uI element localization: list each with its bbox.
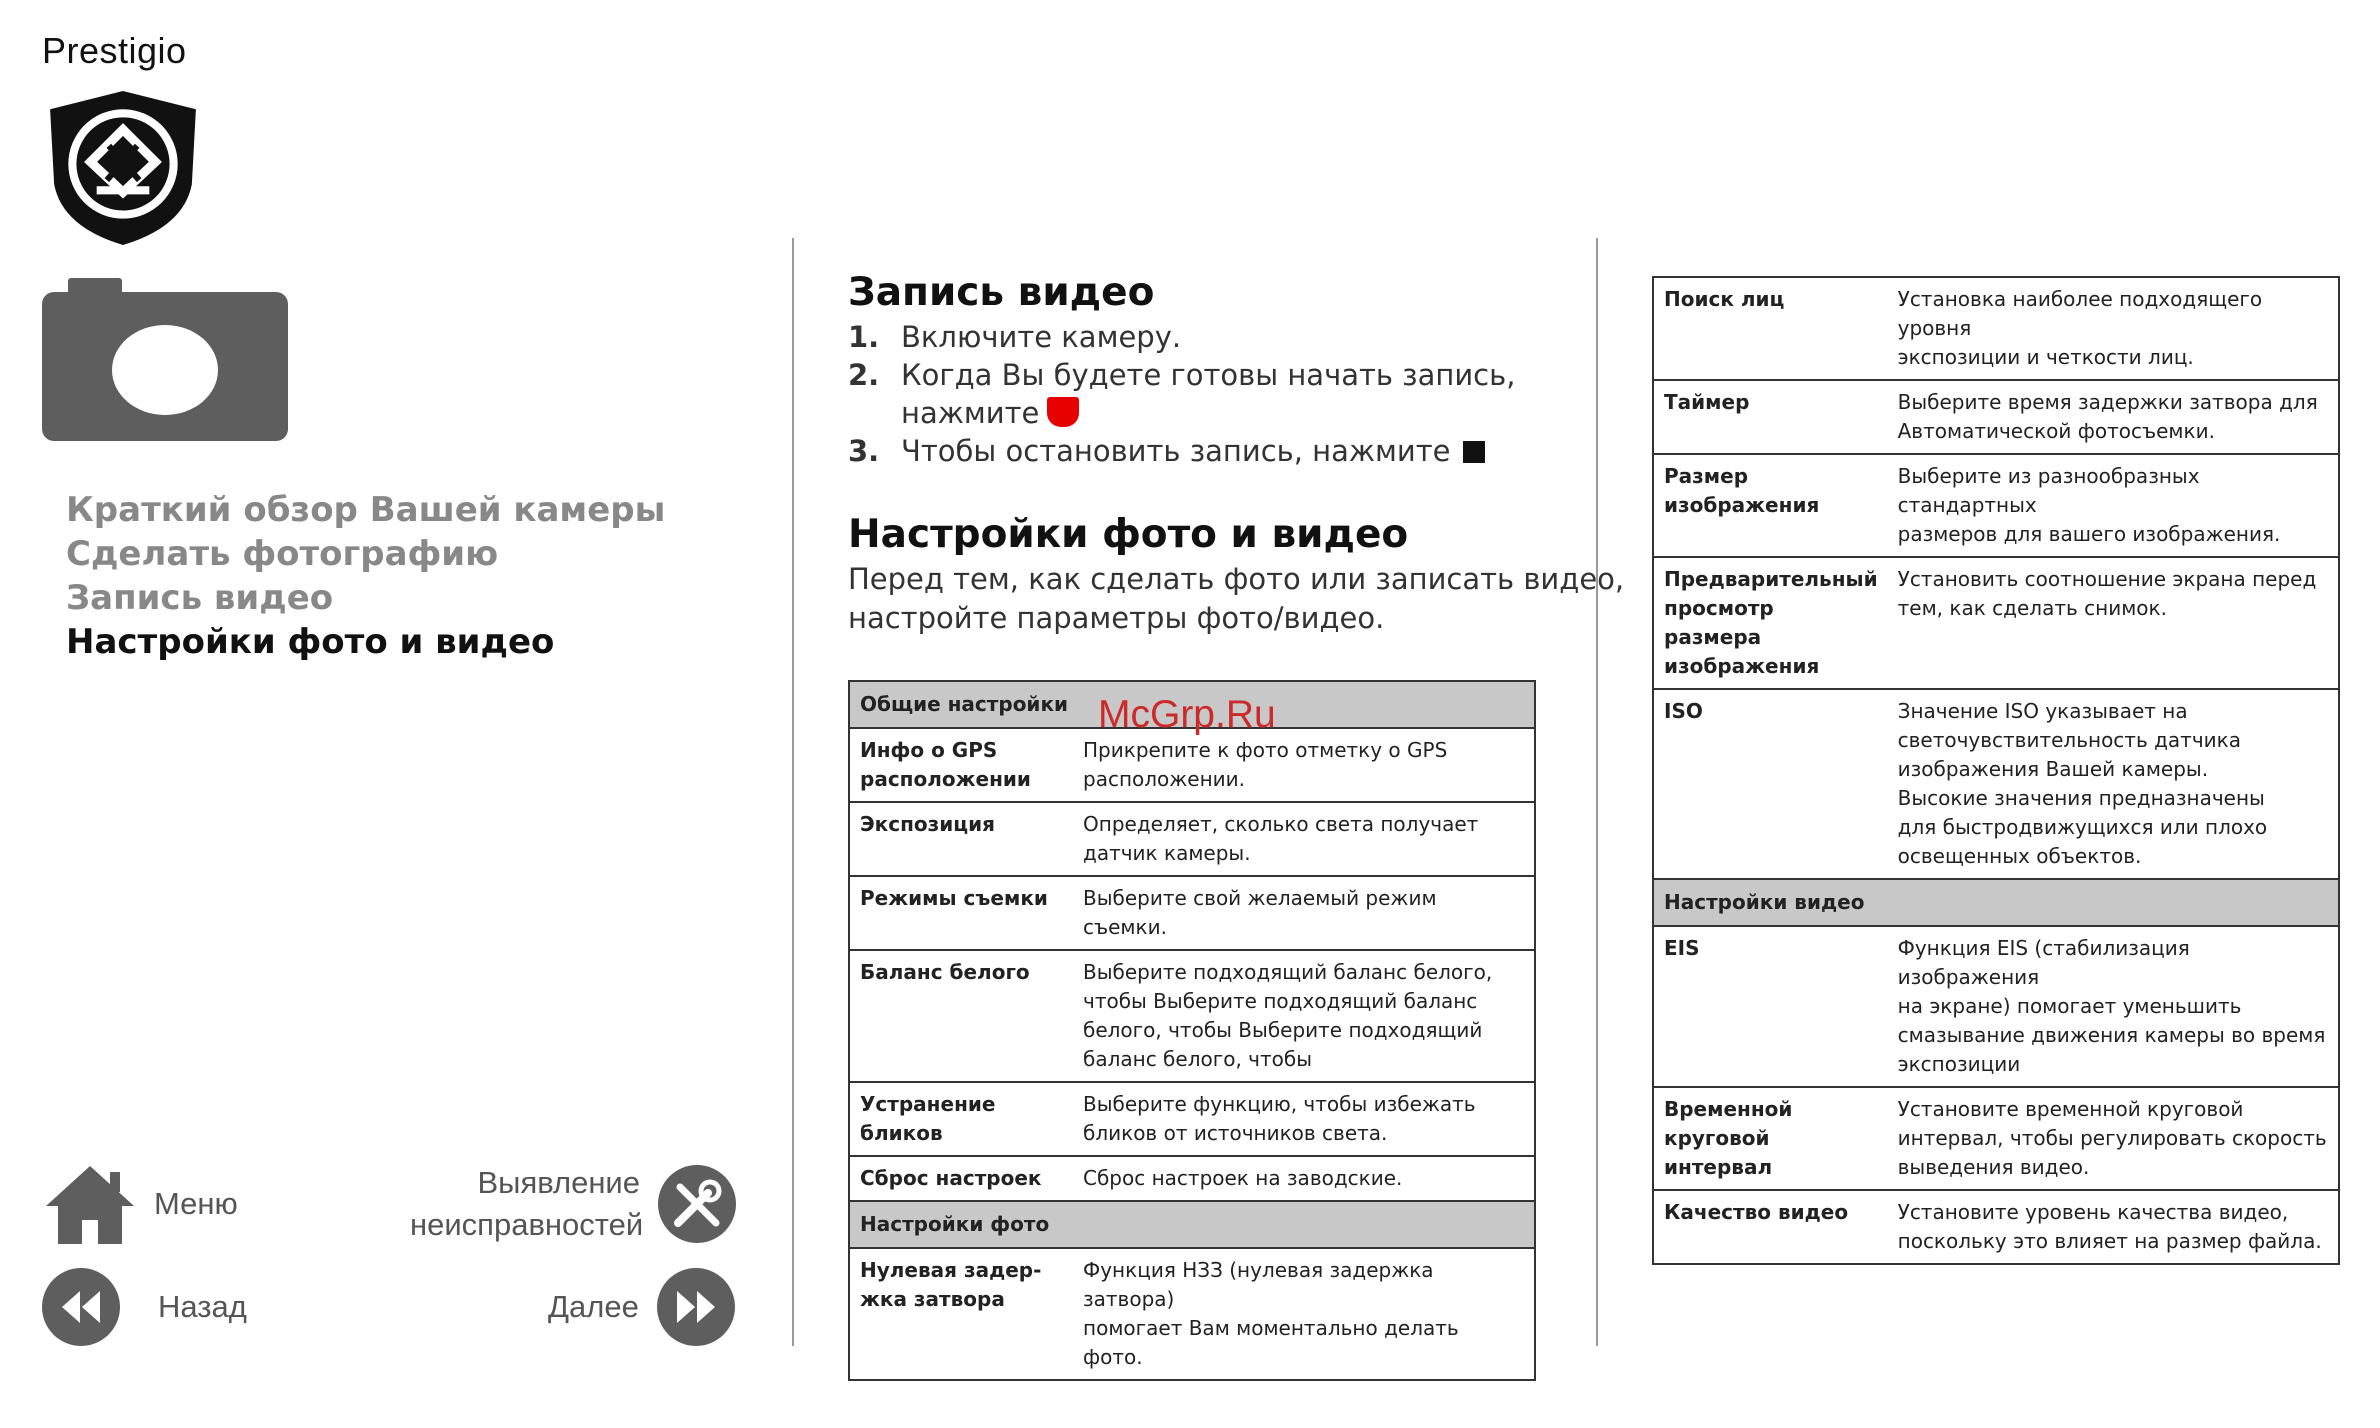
column-divider	[1596, 238, 1598, 1346]
setting-description: Прикрепите к фото отметку о GPS расположении.	[1073, 728, 1535, 802]
setting-description: Сброс настроек на заводские.	[1073, 1156, 1535, 1201]
table-row	[849, 1082, 1535, 1156]
setting-name: Экспозиция	[849, 802, 1073, 876]
table-row	[849, 876, 1535, 950]
intro-line: настройте параметры фото/видео.	[848, 601, 1385, 635]
setting-description: Установите уровень качества видео, поскольку это влияет на размер файла.	[1888, 1190, 2339, 1264]
setting-description: Выберите подходящий баланс белого, чтобы Выберите подходящий баланс белого, чтобы Выберите подходящий баланс белого, чтобы	[1073, 950, 1535, 1082]
step-text: Чтобы остановить запись, нажмите	[901, 434, 1451, 468]
stop-button-icon	[1463, 441, 1485, 463]
setting-description: Функция EIS (стабилизация изображения на экране) помогает уменьшить смазывание движения камеры во время экспозиции	[1888, 926, 2339, 1087]
rewind-icon	[42, 1268, 120, 1346]
column-divider	[792, 238, 794, 1346]
table-row	[1653, 557, 2339, 689]
troubleshoot-button[interactable]	[410, 1162, 736, 1246]
step-text-cont: нажмите	[901, 396, 1040, 430]
setting-name: Устранение бликов	[849, 1082, 1073, 1156]
step-item	[848, 432, 1515, 470]
table-row	[1653, 277, 2339, 380]
setting-description: Выберите время задержки затвора для Автоматической фотосъемки.	[1888, 380, 2339, 454]
setting-description: Выберите функцию, чтобы избежать бликов от источников света.	[1073, 1082, 1535, 1156]
step-item	[848, 318, 1515, 356]
back-button[interactable]	[42, 1268, 247, 1346]
section-title: Настройки видео	[1653, 879, 2339, 926]
setting-name: Предварительный просмотр размера изображения	[1653, 557, 1888, 689]
setting-description: Установка наиболее подходящего уровня экспозиции и четкости лиц.	[1888, 277, 2339, 380]
photo-video-settings-heading: Настройки фото и видео	[848, 512, 1409, 557]
settings-intro	[848, 560, 1624, 638]
home-icon	[42, 1162, 138, 1246]
setting-name: EIS	[1653, 926, 1888, 1087]
nav-link-record-video[interactable]: Запись видео	[66, 578, 334, 618]
setting-name: Временной круговой интервал	[1653, 1087, 1888, 1190]
table-row	[1653, 1190, 2339, 1264]
menu-label: Меню	[154, 1186, 238, 1221]
nav-link-camera-overview[interactable]: Краткий обзор Вашей камеры	[66, 490, 666, 530]
section-title: Настройки фото	[849, 1201, 1535, 1248]
settings-table-general	[848, 680, 1536, 1381]
brand-name: Prestigio	[42, 30, 187, 71]
table-row	[849, 1156, 1535, 1201]
table-section-header	[849, 1201, 1535, 1248]
table-row	[1653, 926, 2339, 1087]
next-label: Далее	[548, 1289, 639, 1324]
table-row	[1653, 689, 2339, 879]
setting-description: Выберите из разнообразных стандартных размеров для вашего изображения.	[1888, 454, 2339, 557]
setting-name: ISO	[1653, 689, 1888, 879]
camera-icon	[42, 278, 288, 441]
record-steps	[848, 318, 1515, 470]
step-number: 2.	[848, 358, 880, 392]
setting-name: Нулевая задер- жка затвора	[849, 1248, 1073, 1380]
record-button-icon	[1047, 397, 1079, 427]
prestigio-logo-icon	[42, 86, 204, 250]
table-row	[1653, 380, 2339, 454]
nav-link-photo-video-settings[interactable]: Настройки фото и видео	[66, 622, 555, 662]
settings-table-advanced	[1652, 276, 2340, 1265]
troubleshoot-label-line1: Выявление	[477, 1165, 640, 1200]
setting-description: Выберите свой желаемый режим съемки.	[1073, 876, 1535, 950]
setting-name: Размер изображения	[1653, 454, 1888, 557]
table-row	[849, 728, 1535, 802]
setting-name: Баланс белого	[849, 950, 1073, 1082]
table-row	[849, 950, 1535, 1082]
setting-name: Качество видео	[1653, 1190, 1888, 1264]
table-row	[1653, 1087, 2339, 1190]
table-row	[1653, 454, 2339, 557]
next-button[interactable]	[548, 1268, 735, 1346]
setting-description: Определяет, сколько света получает датчик камеры.	[1073, 802, 1535, 876]
fast-forward-icon	[657, 1268, 735, 1346]
setting-name: Режимы съемки	[849, 876, 1073, 950]
troubleshoot-label-line2: неисправностей	[410, 1207, 644, 1242]
setting-description: Установите временной круговой интервал, чтобы регулировать скорость выведения видео.	[1888, 1087, 2339, 1190]
setting-description: Установить соотношение экрана перед тем, как сделать снимок.	[1888, 557, 2339, 689]
back-label: Назад	[158, 1289, 247, 1324]
step-number: 3.	[848, 434, 880, 468]
step-text: Включите камеру.	[901, 320, 1182, 354]
setting-name: Сброс настроек	[849, 1156, 1073, 1201]
table-row	[849, 802, 1535, 876]
step-text: Когда Вы будете готовы начать запись,	[901, 358, 1516, 392]
tools-icon	[658, 1165, 736, 1243]
setting-description: Функция НЗЗ (нулевая задержка затвора) помогает Вам моментально делать фото.	[1073, 1248, 1535, 1380]
table-row	[849, 1248, 1535, 1380]
step-item	[848, 356, 1515, 432]
nav-link-take-photo[interactable]: Сделать фотографию	[66, 534, 499, 574]
section-nav	[66, 488, 665, 664]
setting-name: Поиск лиц	[1653, 277, 1888, 380]
menu-button[interactable]	[42, 1162, 238, 1246]
section-title: Общие настройки	[849, 681, 1535, 728]
setting-description: Значение ISO указывает на светочувствительность датчика изображения Вашей камеры. Высокие значения предназначены для быстродвижущихся или плохо освещенных объектов.	[1888, 689, 2339, 879]
record-video-heading: Запись видео	[848, 270, 1155, 315]
watermark: McGrp.Ru	[1098, 693, 1276, 736]
table-section-header	[1653, 879, 2339, 926]
step-number: 1.	[848, 320, 880, 354]
setting-name: Инфо о GPS расположении	[849, 728, 1073, 802]
setting-name: Таймер	[1653, 380, 1888, 454]
intro-line: Перед тем, как сделать фото или записать видео,	[848, 562, 1625, 596]
